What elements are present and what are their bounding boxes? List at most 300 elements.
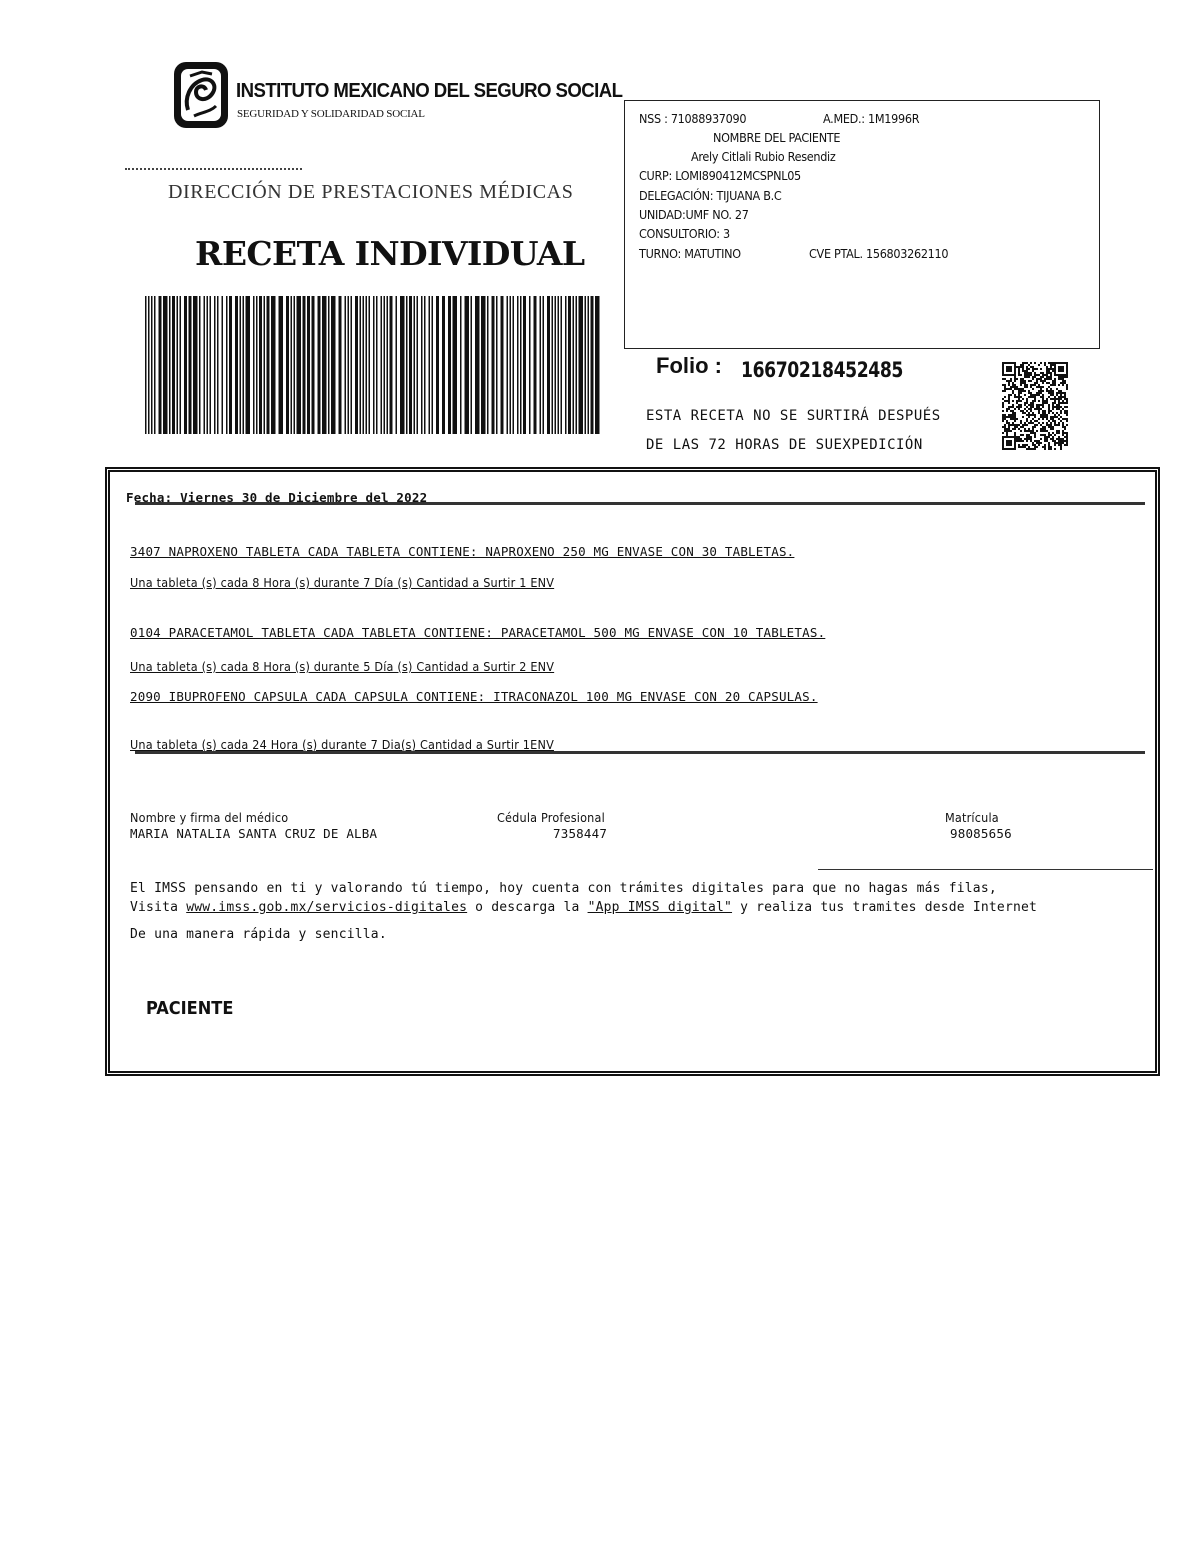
qr-module: [1046, 414, 1048, 416]
nss: NSS : 71088937090: [639, 111, 747, 126]
barcode-bar: [297, 296, 302, 434]
cedula-label: Cédula Profesional: [497, 810, 605, 825]
qr-module: [1048, 424, 1050, 426]
qr-module: [1032, 396, 1034, 398]
qr-module: [1046, 378, 1048, 380]
qr-module: [1040, 378, 1042, 380]
qr-module: [1038, 400, 1040, 402]
qr-module: [1002, 402, 1004, 404]
qr-module: [1028, 412, 1030, 414]
qr-module: [1054, 416, 1056, 418]
cve-ptal: CVE PTAL. 156803262110: [809, 246, 949, 261]
qr-module: [1058, 444, 1060, 446]
barcode-bar: [529, 296, 531, 434]
qr-module: [1030, 374, 1032, 376]
qr-module: [1056, 412, 1058, 414]
medication-description: 3407 NAPROXENO TABLETA CADA TABLETA CONTIENE: NAPROXENO 250 MG ENVASE CON 30 TABLETAS.: [130, 544, 795, 559]
barcode-bar: [552, 296, 554, 434]
qr-module: [1028, 416, 1030, 418]
qr-module: [1026, 400, 1028, 402]
qr-module: [1046, 400, 1048, 402]
qr-module: [1010, 418, 1012, 420]
qr-module: [1064, 444, 1066, 446]
qr-module: [1030, 366, 1032, 368]
qr-module: [1066, 412, 1068, 414]
qr-module: [1044, 430, 1046, 432]
qr-module: [1042, 406, 1044, 408]
qr-module: [1014, 426, 1016, 428]
qr-module: [1058, 422, 1060, 424]
qr-module: [1028, 376, 1030, 378]
qr-module: [1030, 396, 1032, 398]
qr-module: [1064, 428, 1066, 430]
qr-module: [1046, 372, 1048, 374]
qr-module: [1052, 364, 1054, 366]
qr-module: [1012, 422, 1014, 424]
qr-module: [1018, 424, 1020, 426]
qr-module: [1042, 380, 1044, 382]
barcode-bar: [414, 296, 416, 434]
qr-module: [1052, 440, 1054, 442]
qr-module: [1016, 378, 1018, 380]
qr-module: [1002, 418, 1004, 420]
qr-module: [1038, 394, 1040, 396]
qr-module: [1036, 392, 1038, 394]
qr-module: [1052, 426, 1054, 428]
barcode-bar: [396, 296, 398, 434]
qr-module: [1032, 432, 1034, 434]
qr-module: [1052, 404, 1054, 406]
qr-module: [1048, 432, 1050, 434]
qr-module: [1040, 380, 1042, 382]
qr-module: [1002, 404, 1004, 406]
qr-module: [1022, 362, 1024, 364]
qr-module: [1042, 410, 1044, 412]
amed: A.MED.: 1M1996R: [823, 111, 920, 126]
qr-module: [1044, 380, 1046, 382]
qr-module: [1014, 418, 1016, 420]
barcode-bar: [294, 296, 296, 434]
barcode-bar: [348, 296, 350, 434]
qr-module: [1058, 436, 1060, 438]
qr-module: [1048, 382, 1050, 384]
qr-module: [1042, 390, 1044, 392]
qr-module: [1062, 430, 1064, 432]
qr-module: [1052, 382, 1054, 384]
qr-module: [1040, 442, 1042, 444]
org-name: INSTITUTO MEXICANO DEL SEGURO SOCIAL: [236, 80, 623, 102]
qr-module: [1056, 442, 1058, 444]
qr-module: [1034, 396, 1036, 398]
qr-module: [1064, 432, 1066, 434]
qr-module: [1034, 432, 1036, 434]
qr-module: [1046, 382, 1048, 384]
qr-module: [1010, 424, 1012, 426]
qr-module: [1050, 422, 1052, 424]
qr-module: [1042, 426, 1044, 428]
qr-module: [1010, 380, 1012, 382]
barcode-bar: [481, 296, 486, 434]
qr-module: [1030, 408, 1032, 410]
qr-module: [1050, 390, 1052, 392]
barcode-bar: [579, 296, 584, 434]
expiry-notice-line-1: ESTA RECETA NO SE SURTIRÁ DESPUÉS: [646, 408, 941, 424]
qr-module: [1006, 388, 1008, 390]
qr-module: [1044, 364, 1046, 366]
qr-module: [1034, 374, 1036, 376]
qr-module: [1020, 366, 1022, 368]
digital-services-message: El IMSS pensando en ti y valorando tú tiempo, hoy cuenta con trámites digitales para que no hagas más filas,: [130, 881, 997, 896]
qr-module: [1038, 378, 1040, 380]
qr-module: [1032, 414, 1034, 416]
qr-module: [1044, 444, 1046, 446]
qr-module: [1036, 404, 1038, 406]
qr-module: [1040, 428, 1042, 430]
qr-module: [1048, 446, 1050, 448]
qr-module: [1048, 392, 1050, 394]
barcode-bar: [163, 296, 168, 434]
qr-module: [1018, 400, 1020, 402]
qr-module: [1032, 394, 1034, 396]
qr-module: [1062, 438, 1064, 440]
barcode-bar: [453, 296, 458, 434]
qr-module: [1036, 378, 1038, 380]
qr-module: [1040, 388, 1042, 390]
qr-module: [1048, 378, 1050, 380]
barcode-bar: [390, 296, 393, 434]
qr-module: [1034, 408, 1036, 410]
qr-module: [1062, 380, 1064, 382]
qr-module: [1004, 416, 1006, 418]
qr-module: [1024, 394, 1026, 396]
folio-number: 16670218452485: [741, 358, 904, 382]
qr-module: [1054, 378, 1056, 380]
qr-module: [1044, 428, 1046, 430]
barcode-bar: [369, 296, 371, 434]
qr-module: [1022, 380, 1024, 382]
qr-module: [1024, 424, 1026, 426]
qr-module: [1060, 378, 1062, 380]
qr-module: [1010, 430, 1012, 432]
barcode-bar: [565, 296, 567, 434]
qr-module: [1064, 382, 1066, 384]
qr-module: [1034, 376, 1036, 378]
barcode-bar: [169, 296, 171, 434]
qr-module: [1020, 392, 1022, 394]
qr-module: [1026, 402, 1028, 404]
qr-module: [1022, 368, 1024, 370]
qr-module: [1066, 420, 1068, 422]
qr-module: [1054, 434, 1056, 436]
qr-module: [1012, 404, 1014, 406]
qr-module: [1026, 414, 1028, 416]
qr-module: [1020, 422, 1022, 424]
qr-module: [1050, 378, 1052, 380]
qr-module: [1014, 424, 1016, 426]
qr-module: [1066, 440, 1068, 442]
qr-module: [1026, 444, 1028, 446]
prescription-date: Fecha: Viernes 30 de Diciembre del 2022: [126, 490, 428, 505]
qr-module: [1064, 376, 1066, 378]
qr-module: [1038, 444, 1040, 446]
qr-module: [1058, 398, 1060, 400]
qr-module: [1042, 382, 1044, 384]
divider: [135, 751, 1145, 754]
qr-module: [1044, 416, 1046, 418]
qr-module: [1052, 420, 1054, 422]
barcode-bar: [460, 296, 462, 434]
qr-module: [1008, 400, 1010, 402]
qr-module: [1030, 372, 1032, 374]
qr-module: [1024, 444, 1026, 446]
qr-module: [1038, 386, 1040, 388]
page-title: RECETA INDIVIDUAL: [195, 234, 585, 273]
qr-module: [1052, 418, 1054, 420]
qr-module: [1012, 418, 1014, 420]
matricula-label: Matrícula: [945, 810, 999, 825]
qr-module: [1028, 364, 1030, 366]
qr-module: [1034, 372, 1036, 374]
qr-module: [1056, 388, 1058, 390]
qr-module: [1034, 446, 1036, 448]
qr-module: [1036, 430, 1038, 432]
qr-module: [1028, 438, 1030, 440]
qr-module: [1050, 364, 1052, 366]
folio-label: Folio :: [656, 353, 722, 378]
qr-module: [1054, 420, 1056, 422]
qr-module: [1046, 430, 1048, 432]
qr-module: [1058, 406, 1060, 408]
qr-module: [1008, 382, 1010, 384]
qr-module: [1042, 412, 1044, 414]
barcode-bar: [465, 296, 470, 434]
qr-module: [1004, 390, 1006, 392]
qr-module: [1046, 390, 1048, 392]
qr-module: [1058, 402, 1060, 404]
qr-module: [1014, 396, 1016, 398]
barcode-bar: [432, 296, 434, 434]
qr-module: [1004, 378, 1006, 380]
qr-module: [1020, 374, 1022, 376]
qr-module: [1026, 372, 1028, 374]
qr-module: [1046, 374, 1048, 376]
qr-module: [1058, 400, 1060, 402]
qr-module: [1034, 362, 1036, 364]
qr-module: [1058, 404, 1060, 406]
qr-module: [1038, 422, 1040, 424]
qr-module: [1012, 406, 1014, 408]
org-tagline: SEGURIDAD Y SOLIDARIDAD SOCIAL: [237, 108, 425, 120]
qr-module: [1020, 396, 1022, 398]
qr-module: [1028, 390, 1030, 392]
barcode-bar: [271, 296, 276, 434]
qr-module: [1054, 448, 1056, 450]
qr-module: [1040, 376, 1042, 378]
qr-module: [1040, 434, 1042, 436]
qr-module: [1062, 392, 1064, 394]
qr-module: [1040, 424, 1042, 426]
qr-module: [1022, 434, 1024, 436]
barcode-bar: [177, 296, 179, 434]
qr-module: [1018, 406, 1020, 408]
qr-module: [1004, 388, 1006, 390]
qr-module: [1054, 444, 1056, 446]
qr-module: [1018, 404, 1020, 406]
qr-module: [1018, 392, 1020, 394]
qr-module: [1004, 430, 1006, 432]
qr-module: [1064, 402, 1066, 404]
barcode-bar: [421, 296, 423, 434]
qr-module: [1032, 422, 1034, 424]
barcode-bar: [543, 296, 545, 434]
qr-module: [1006, 430, 1008, 432]
qr-module: [1022, 444, 1024, 446]
qr-module: [1008, 426, 1010, 428]
qr-module: [1024, 402, 1026, 404]
qr-module: [1042, 396, 1044, 398]
qr-module: [1056, 408, 1058, 410]
qr-module: [1054, 400, 1056, 402]
barcode-bar: [381, 296, 383, 434]
app-imss-link[interactable]: "App IMSS digital": [587, 900, 733, 915]
barcode-bar: [406, 296, 408, 434]
qr-module: [1030, 438, 1032, 440]
qr-module: [1064, 410, 1066, 412]
qr-module: [1014, 414, 1016, 416]
qr-module: [1048, 406, 1050, 408]
barcode-bar: [384, 296, 386, 434]
barcode-bar: [534, 296, 537, 434]
barcode-bar: [151, 296, 153, 434]
qr-module: [1014, 394, 1016, 396]
barcode-bar: [331, 296, 336, 434]
qr-module: [1048, 426, 1050, 428]
qr-module: [1028, 446, 1030, 448]
qr-module: [1022, 364, 1024, 366]
visit-suffix: y realiza tus tramites desde Internet: [740, 900, 1038, 915]
qr-module: [1008, 394, 1010, 396]
qr-module: [1024, 430, 1026, 432]
qr-module: [1060, 402, 1062, 404]
qr-module: [1026, 398, 1028, 400]
qr-module: [1034, 426, 1036, 428]
barcode-bar: [259, 296, 262, 434]
qr-module: [1054, 406, 1056, 408]
qr-module: [1028, 434, 1030, 436]
qr-module: [1066, 402, 1068, 404]
qr-module: [1040, 396, 1042, 398]
qr-module: [1034, 424, 1036, 426]
qr-module: [1002, 426, 1004, 428]
qr-module: [1046, 370, 1048, 372]
qr-module: [1060, 444, 1062, 446]
qr-module: [1004, 396, 1006, 398]
qr-module: [1032, 368, 1034, 370]
qr-module: [1034, 416, 1036, 418]
qr-module: [1056, 394, 1058, 396]
barcode-bar: [540, 296, 542, 434]
barcode-bar: [264, 296, 266, 434]
barcode-bar: [555, 296, 557, 434]
qr-module: [1038, 374, 1040, 376]
qr-module: [1024, 446, 1026, 448]
qr-module: [1032, 444, 1034, 446]
qr-module: [1056, 406, 1058, 408]
qr-module: [1040, 368, 1042, 370]
qr-module: [1032, 388, 1034, 390]
qr-module: [1042, 386, 1044, 388]
qr-module: [1036, 408, 1038, 410]
qr-module: [1042, 418, 1044, 420]
qr-module: [1002, 432, 1004, 434]
qr-module: [1036, 368, 1038, 370]
qr-code: [1002, 362, 1068, 450]
qr-module: [1048, 362, 1050, 364]
qr-module: [1034, 398, 1036, 400]
qr-module: [1024, 362, 1026, 364]
qr-module: [1020, 378, 1022, 380]
barcode-bar: [318, 296, 321, 434]
barcode-bar: [475, 296, 480, 434]
qr-module: [1018, 366, 1020, 368]
qr-module: [1044, 402, 1046, 404]
qr-module: [1062, 432, 1064, 434]
qr-module: [1052, 428, 1054, 430]
qr-module: [1058, 376, 1060, 378]
qr-module: [1066, 398, 1068, 400]
qr-module: [1046, 424, 1048, 426]
qr-module: [1020, 390, 1022, 392]
qr-module: [1058, 430, 1060, 432]
qr-module: [1052, 394, 1054, 396]
divider: [135, 502, 1145, 505]
qr-module: [1018, 370, 1020, 372]
doctor-name: MARIA NATALIA SANTA CRUZ DE ALBA: [130, 826, 378, 841]
barcode-bar: [520, 296, 522, 434]
qr-module: [1018, 396, 1020, 398]
qr-module: [1046, 422, 1048, 424]
qr-module: [1032, 376, 1034, 378]
qr-module: [1042, 372, 1044, 374]
digital-services-closing: De una manera rápida y sencilla.: [130, 927, 387, 942]
qr-module: [1018, 444, 1020, 446]
qr-module: [1052, 370, 1054, 372]
qr-module: [1026, 420, 1028, 422]
qr-module: [1030, 406, 1032, 408]
qr-module: [1026, 424, 1028, 426]
qr-module: [1050, 376, 1052, 378]
barcode-bar: [145, 296, 147, 434]
barcode-bar: [360, 296, 362, 434]
qr-module: [1042, 404, 1044, 406]
qr-module: [1044, 438, 1046, 440]
barcode-bar: [366, 296, 368, 434]
digital-services-link[interactable]: www.imss.gob.mx/servicios-digitales: [186, 900, 468, 915]
qr-module: [1024, 422, 1026, 424]
qr-module: [1014, 412, 1016, 414]
qr-module: [1010, 378, 1012, 380]
digital-services-visit: [130, 900, 1037, 915]
qr-module: [1018, 446, 1020, 448]
barcode-bar: [307, 296, 310, 434]
qr-module: [1036, 446, 1038, 448]
qr-module: [1024, 380, 1026, 382]
qr-module: [1050, 368, 1052, 370]
qr-module: [1020, 440, 1022, 442]
qr-module: [1044, 362, 1046, 364]
qr-module: [1018, 440, 1020, 442]
qr-module: [1036, 382, 1038, 384]
